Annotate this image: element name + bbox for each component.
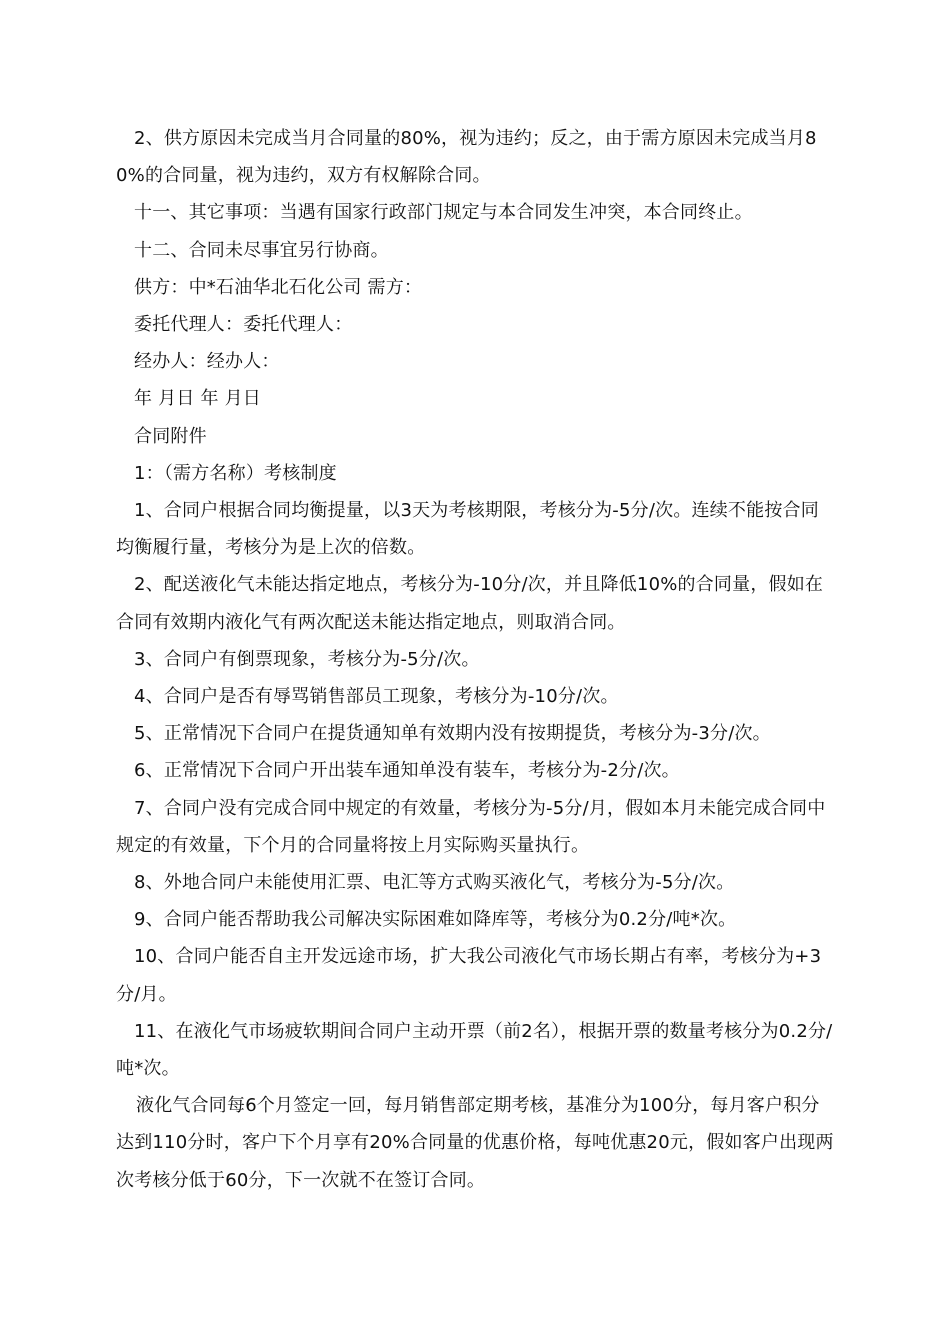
paragraph-rule-4: 4、合同户是否有辱骂销售部员工现象，考核分为-10分/次。 <box>134 686 619 708</box>
paragraph-rule-5: 5、正常情况下合同户在提货通知单有效期内没有按期提货，考核分为-3分/次。 <box>134 723 771 745</box>
paragraph-rule-6: 6、正常情况下合同户开出装车通知单没有装车，考核分为-2分/次。 <box>134 760 680 782</box>
paragraph-other-matters: 十一、其它事项：当遇有国家行政部门规定与本合同发生冲突，本合同终止。 <box>134 202 753 224</box>
paragraph-rule-2: 2、配送液化气未能达指定地点，考核分为-10分/次，并且降低10%的合同量，假如在合同有效期内液化气有两次配送未能达指定地点，则取消合同。 <box>116 574 824 633</box>
paragraph-rule-9: 9、合同户能否帮助我公司解决实际困难如降库等，考核分为0.2分/吨*次。 <box>134 909 737 931</box>
paragraph-contract-summary: 液化气合同每6个月签定一回，每月销售部定期考核，基准分为100分，每月客户积分达到110分时，客户下个月享有20%合同量的优惠价格，每吨优惠20元，假如客户出现两次考核分低于60分，下一次就不在签订合同。 <box>116 1095 834 1191</box>
paragraph-appendix-title: 合同附件 <box>134 425 207 447</box>
paragraph-rule-3: 3、合同户有倒票现象，考核分为-5分/次。 <box>134 648 480 670</box>
paragraph-rule-8: 8、外地合同户未能使用汇票、电汇等方式购买液化气，考核分为-5分/次。 <box>134 872 735 894</box>
paragraph-agents: 委托代理人：委托代理人： <box>134 314 353 336</box>
paragraph-rule-10: 10、合同户能否自主开发远途市场，扩大我公司液化气市场长期占有率，考核分为+3分/月。 <box>116 946 822 1005</box>
paragraph-rule-7: 7、合同户没有完成合同中规定的有效量，考核分为-5分/月，假如本月未能完成合同中规定的有效量，下个月的合同量将按上月实际购买量执行。 <box>116 797 826 856</box>
paragraph-negotiation: 十二、合同未尽事宜另行协商。 <box>134 239 389 261</box>
paragraph-rule-1: 1、合同户根据合同均衡提量，以3天为考核期限，考核分为-5分/次。连续不能按合同均衡履行量，考核分为是上次的倍数。 <box>116 500 819 559</box>
paragraph-handlers: 经办人：经办人： <box>134 351 280 373</box>
paragraph-dates: 年 月日 年 月日 <box>134 388 261 410</box>
document-body <box>116 120 836 1199</box>
paragraph-breach-clause: 2、供方原因未完成当月合同量的80%，视为违约；反之，由于需方原因未完成当月80%的合同量，视为违约，双方有权解除合同。 <box>116 128 817 187</box>
paragraph-parties: 供方：中*石油华北石化公司 需方： <box>134 276 423 298</box>
paragraph-rule-11: 11、在液化气市场疲软期间合同户主动开票（前2名），根据开票的数量考核分为0.2分/吨*次。 <box>116 1020 833 1080</box>
paragraph-assessment-title: 1：（需方名称）考核制度 <box>134 462 337 484</box>
